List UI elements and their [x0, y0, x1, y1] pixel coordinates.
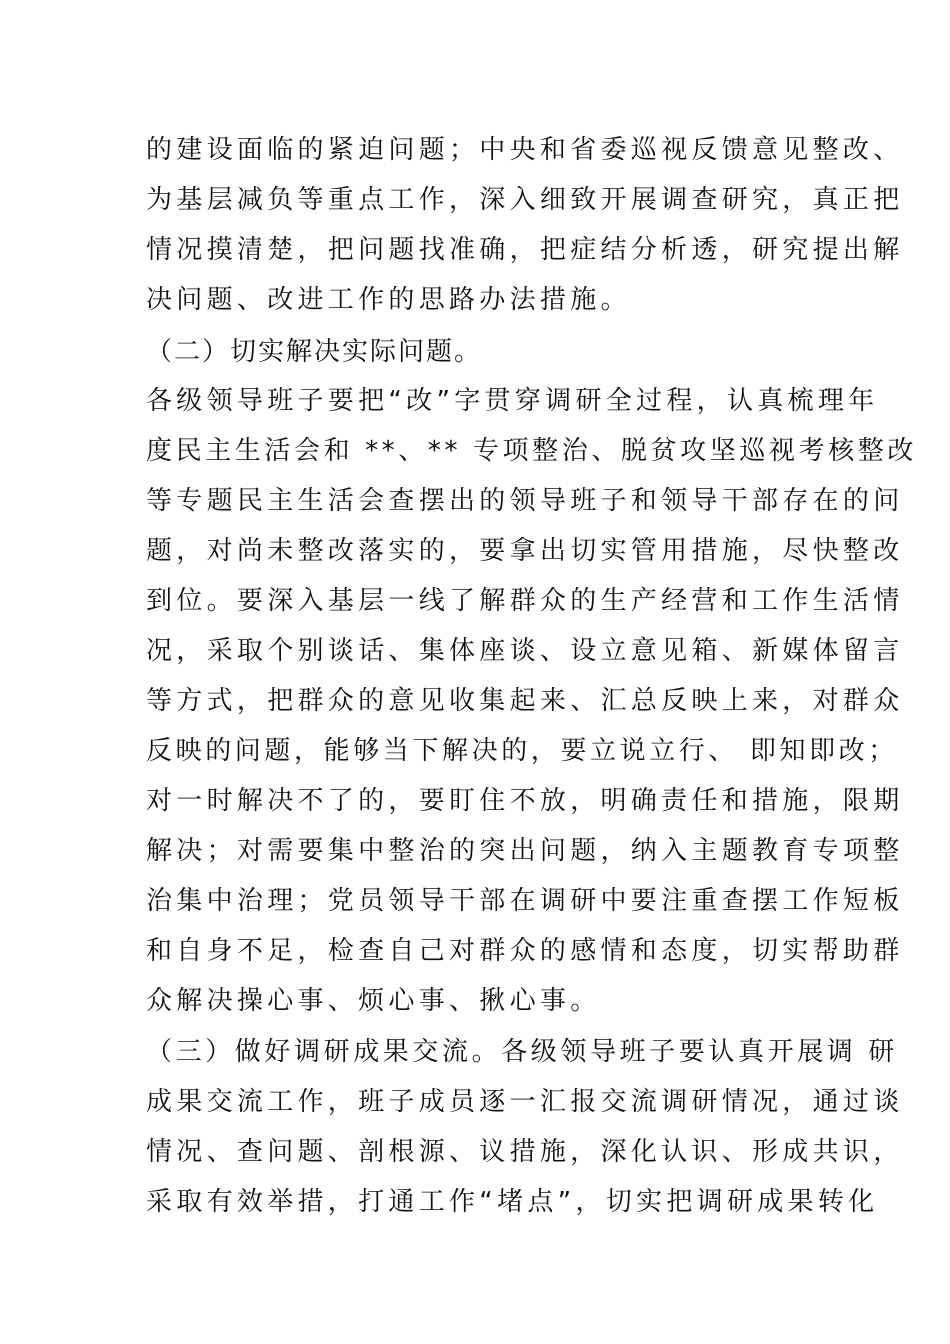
paragraph-line: 解决；对需要集中整治的突出问题，纳入主题教育专项整	[146, 836, 904, 866]
paragraph-line: 况，采取个别谈话、集体座谈、设立意见箱、新媒体留言	[146, 636, 904, 666]
paragraph-line: 等专题民主生活会查摆出的领导班子和领导干部存在的问	[146, 486, 904, 516]
section-heading: （二）切实解决实际问题。	[146, 337, 483, 367]
paragraph-line: 的建设面临的紧迫问题；中央和省委巡视反馈意见整改、	[146, 135, 904, 165]
paragraph-line: 度民主生活会和 **、** 专项整治、脱贫攻坚巡视考核整改	[146, 436, 917, 466]
paragraph-line: 情况、查问题、剖根源、议措施，深化认识、形成共识，	[146, 1137, 904, 1167]
paragraph-line: 等方式，把群众的意见收集起来、汇总反映上来，对群众	[146, 686, 904, 716]
paragraph-line: 采取有效举措，打通工作“堵点”，切实把调研成果转化	[146, 1187, 879, 1217]
paragraph-line: 各级领导班子要把“改”字贯穿调研全过程，认真梳理年	[146, 386, 879, 416]
paragraph-line: 到位。要深入基层一线了解群众的生产经营和工作生活情	[146, 586, 904, 616]
paragraph-line: 反映的问题，能够当下解决的，要立说立行、 即知即改；	[146, 736, 898, 766]
paragraph-line: 对一时解决不了的，要盯住不放，明确责任和措施，限期	[146, 786, 904, 816]
section-heading-line: （三）做好调研成果交流。各级领导班子要认真开展调 研	[146, 1037, 898, 1067]
paragraph-line: 治集中治理；党员领导干部在调研中要注重查摆工作短板	[146, 886, 904, 916]
paragraph-line: 众解决操心事、烦心事、揪心事。	[146, 986, 601, 1016]
paragraph-line: 和自身不足，检查自己对群众的感情和态度，切实帮助群	[146, 936, 904, 966]
paragraph-line: 决问题、改进工作的思路办法措施。	[146, 285, 631, 315]
paragraph-line: 情况摸清楚，把问题找准确，把症结分析透，研究提出解	[146, 235, 904, 265]
paragraph-line: 题，对尚未整改落实的，要拿出切实管用措施，尽快整改	[146, 536, 904, 566]
paragraph-line: 为基层减负等重点工作，深入细致开展调查研究，真正把	[146, 185, 904, 215]
paragraph-line: 成果交流工作，班子成员逐一汇报交流调研情况，通过谈	[146, 1087, 904, 1117]
